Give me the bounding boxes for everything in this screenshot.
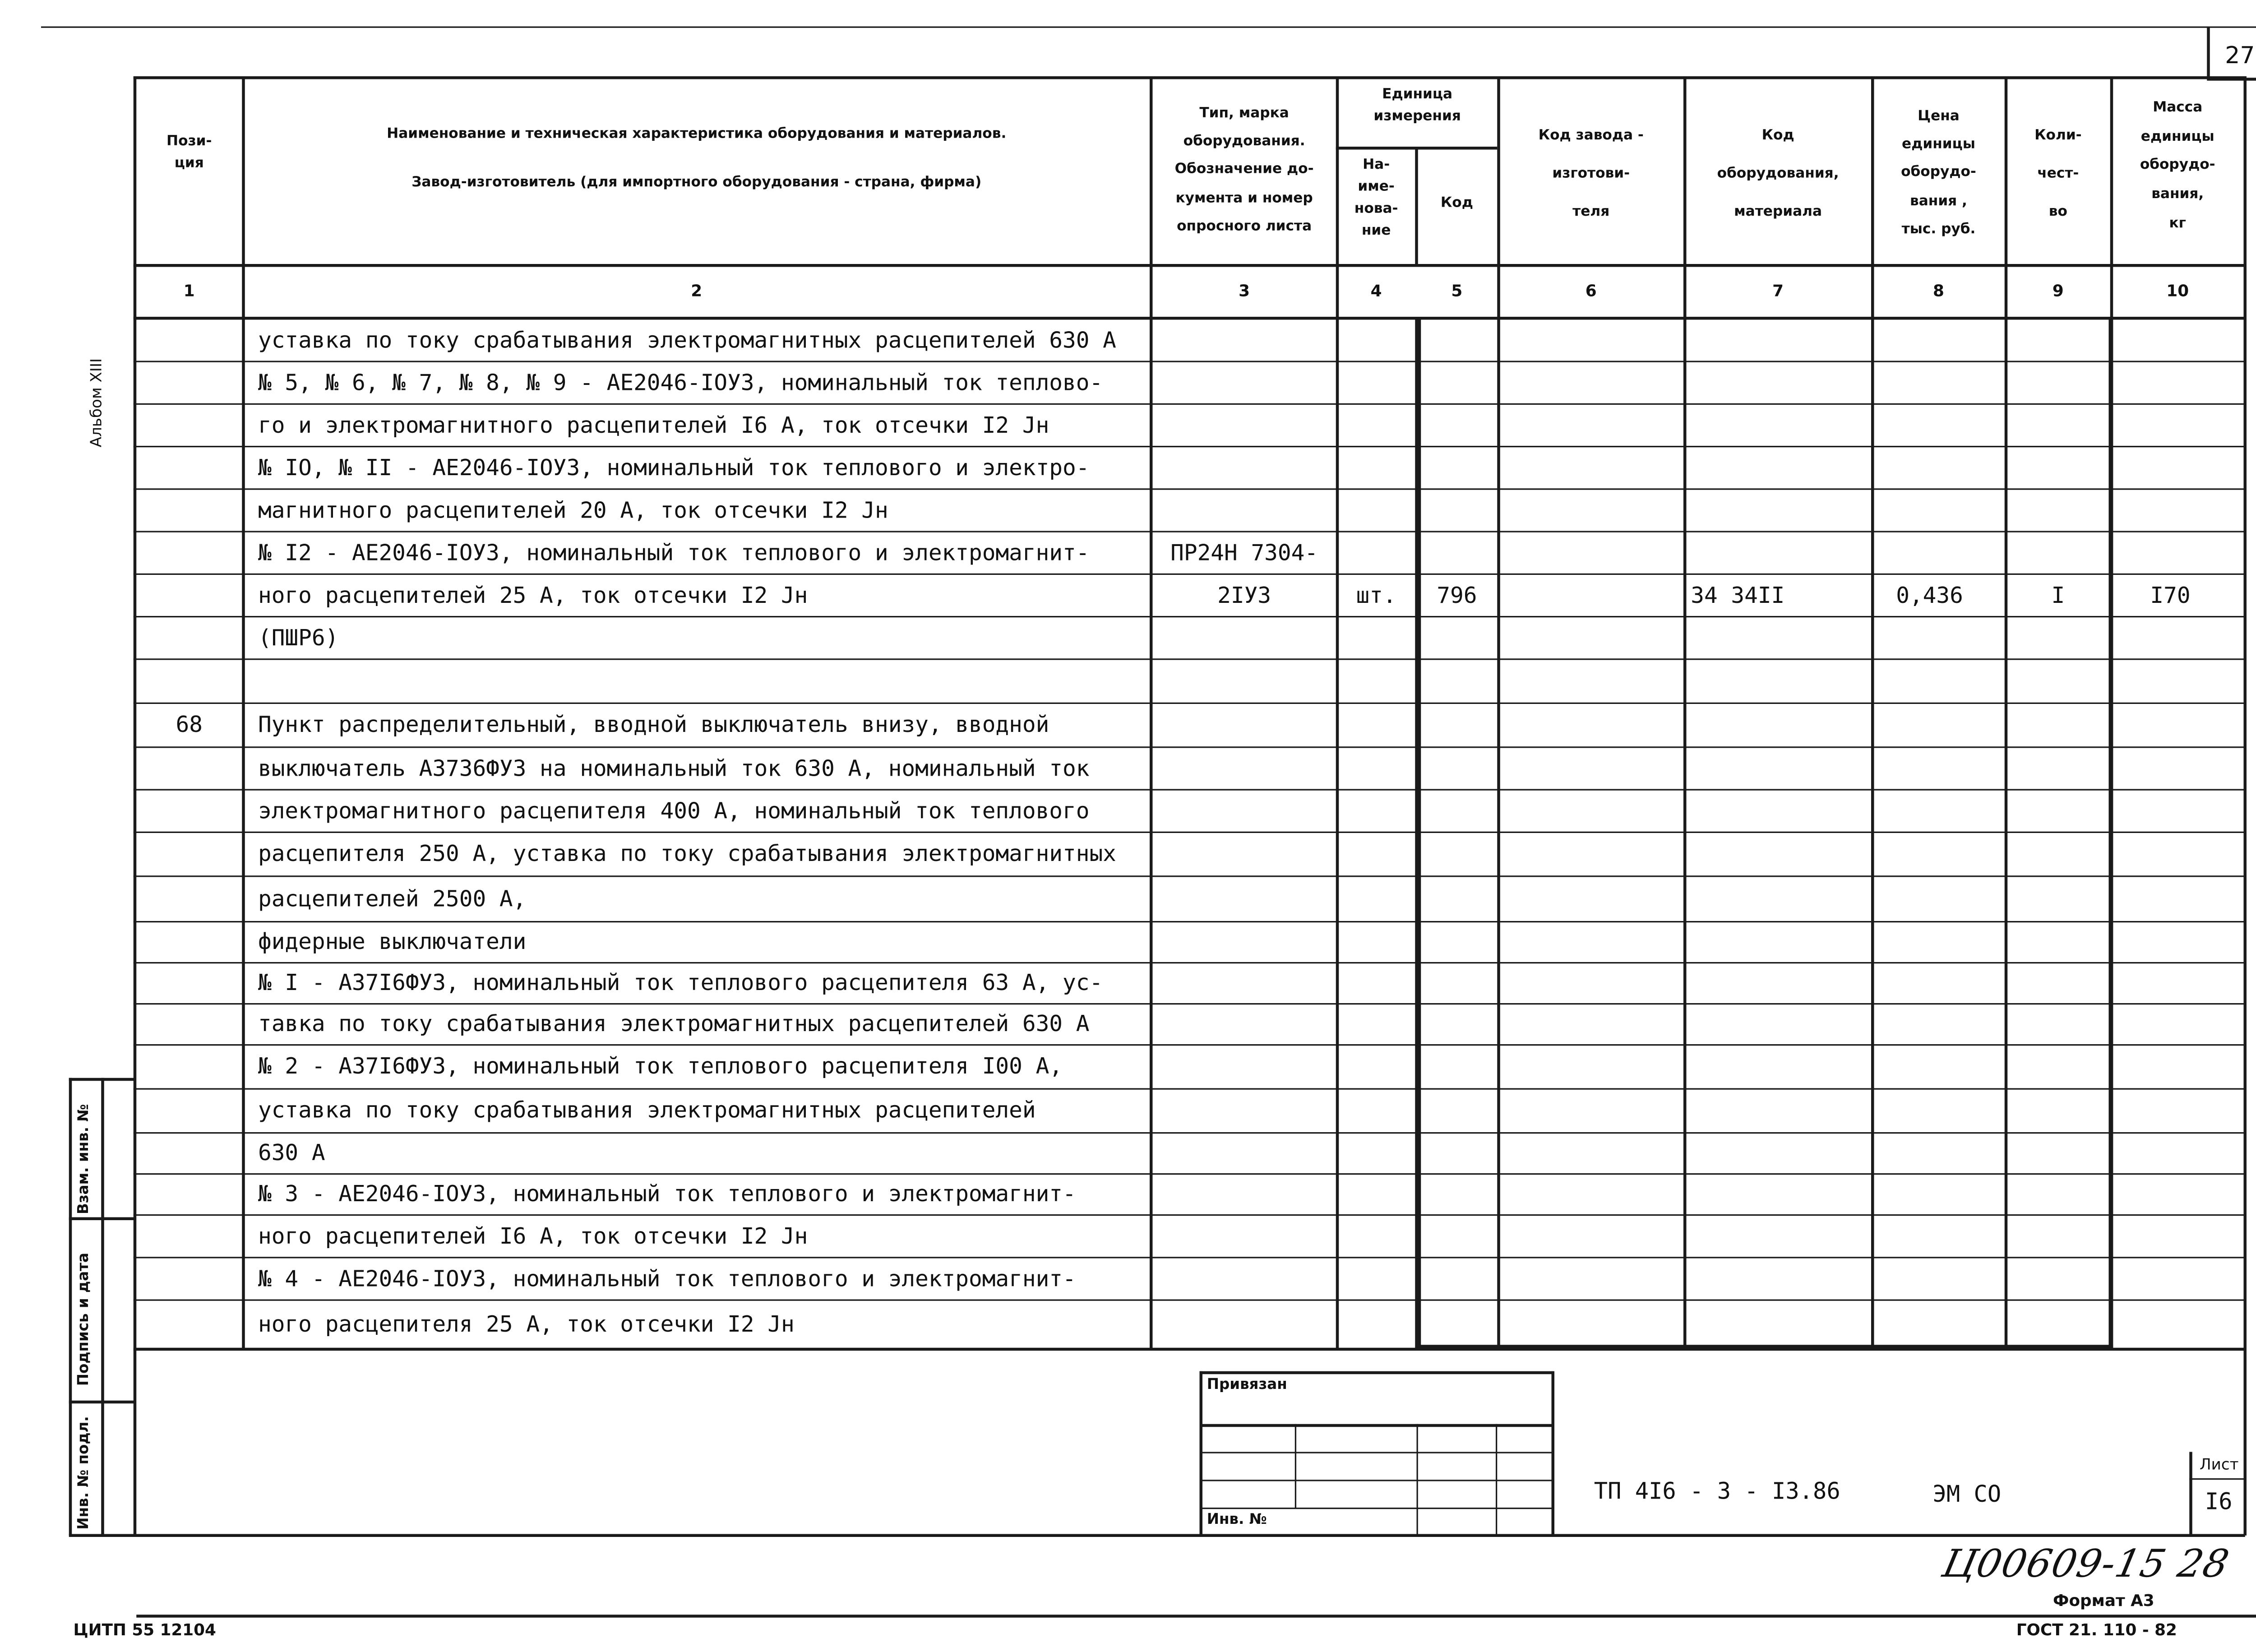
header-quantity: Коли- чест- во bbox=[2034, 127, 2082, 220]
stamp-doc-code: ТП 4I6 - 3 - I3.86 bbox=[1594, 1478, 1840, 1505]
header-unit-group: Единица измерения bbox=[1373, 86, 1461, 125]
row-description: № I2 - АЕ2046-IОУЗ, номинальный ток теплового и электромагнит- bbox=[258, 539, 1090, 565]
header-position: Пози- ция bbox=[166, 133, 212, 171]
col-number-3: 3 bbox=[1239, 282, 1250, 301]
header-type: Тип, марка оборудования. Обозначение до- кумента и номер опросного листа bbox=[1174, 106, 1314, 235]
row-description: № 5, № 6, № 7, № 8, № 9 - АЕ2046-IОУЗ, номинальный ток теплово- bbox=[258, 369, 1103, 395]
row-unit: шт. bbox=[1356, 581, 1396, 608]
row-price: 0,436 bbox=[1896, 581, 1963, 608]
row-separator bbox=[134, 789, 2245, 791]
stamp-section: ЭМ СО bbox=[1932, 1481, 2002, 1508]
row-description: уставка по току срабатывания электромагнитных расцепителей 630 А bbox=[258, 326, 1116, 353]
row-separator bbox=[134, 1044, 2245, 1046]
col-number-7: 7 bbox=[1772, 282, 1784, 301]
header-factory-code: Код завода - изготови- теля bbox=[1538, 127, 1644, 220]
col-number-8: 8 bbox=[1933, 282, 1944, 301]
row-separator bbox=[134, 1088, 2245, 1090]
table-right bbox=[2244, 76, 2246, 1455]
row-separator bbox=[134, 1132, 2245, 1134]
footer-gost: ГОСТ 21. 110 - 82 bbox=[2016, 1620, 2177, 1640]
row-separator bbox=[134, 1214, 2245, 1216]
col-number-4: 4 bbox=[1370, 282, 1382, 301]
strip-vzam: Взам. инв. № bbox=[76, 1104, 92, 1214]
stamp-privyazan: Привязан bbox=[1207, 1377, 1287, 1393]
row-separator bbox=[134, 746, 2245, 748]
row-description: № IО, № II - АЕ2046-IОУЗ, номинальный ток теплового и электро- bbox=[258, 453, 1090, 481]
row-type: 2IУЗ bbox=[1217, 581, 1271, 608]
row-description: (ПШР6) bbox=[258, 624, 339, 651]
strip-inv-podl: Инв. № подл. bbox=[76, 1416, 92, 1530]
stamp-sheet-number: I6 bbox=[2205, 1488, 2233, 1515]
row-description: фидерные выключатели bbox=[258, 928, 527, 955]
page-number: 27 bbox=[2225, 41, 2255, 69]
row-separator bbox=[134, 1257, 2245, 1258]
row-separator bbox=[134, 1300, 2245, 1301]
album-label: Альбом XIII bbox=[88, 358, 106, 448]
row-description: № 2 - А37I6ФУЗ, номинальный ток теплового расцепителя I00 А, bbox=[258, 1053, 1063, 1079]
row-description: го и электромагнитного расцепителей I6 А, ток отсечки I2 Jн bbox=[258, 411, 1049, 438]
row-description: ного расцепителей 25 А, ток отсечки I2 Jн bbox=[258, 581, 808, 608]
format-label: Формат А3 bbox=[2053, 1591, 2154, 1610]
row-description: расцепителей 2500 А, bbox=[258, 885, 527, 912]
row-description: уставка по току срабатывания электромагнитных расцепителей bbox=[258, 1097, 1036, 1124]
row-mass: I70 bbox=[2150, 581, 2191, 608]
handwritten-number: Ц00609-15 28 bbox=[1938, 1543, 2233, 1587]
row-description: 630 А bbox=[258, 1139, 325, 1166]
frame-bottom bbox=[136, 1615, 2256, 1618]
header-unit-code: Код bbox=[1440, 195, 1473, 211]
stamp-inv-no: Инв. № bbox=[1207, 1512, 1267, 1528]
row-description: расцепителя 250 А, уставка по току срабатывания электромагнитных bbox=[258, 840, 1116, 867]
col-number-6: 6 bbox=[1585, 282, 1597, 301]
row-quantity: I bbox=[2051, 581, 2065, 608]
col-number-2: 2 bbox=[691, 282, 703, 301]
row-separator bbox=[134, 832, 2245, 833]
row-separator bbox=[134, 703, 2245, 704]
row-separator bbox=[134, 1003, 2245, 1004]
stamp-sheet-label: Лист bbox=[2200, 1456, 2239, 1474]
header-mass: Масса единицы оборудо- вания, кг bbox=[2140, 100, 2215, 231]
col-number-1: 1 bbox=[183, 282, 195, 301]
row-description: № 3 - АЕ2046-IОУЗ, номинальный ток теплового и электромагнит- bbox=[258, 1180, 1076, 1207]
strip-podpis: Подпись и дата bbox=[76, 1253, 92, 1386]
row-description: Пункт распределительный, вводной выключатель внизу, вводной bbox=[258, 711, 1049, 738]
row-position: 68 bbox=[176, 711, 203, 738]
row-description: ного расцепителя 25 А, ток отсечки I2 Jн bbox=[258, 1310, 795, 1337]
header-unit-name: На- име- нова- ние bbox=[1354, 157, 1398, 239]
row-description: электромагнитного расцепителя 400 А, номинальный ток теплового bbox=[258, 797, 1090, 824]
header-name-line2: Завод-изготовитель (для импортного оборудования - страна, фирма) bbox=[411, 174, 982, 191]
row-description: тавка по току срабатывания электромагнитных расцепителей 630 А bbox=[258, 1010, 1090, 1037]
row-description: ного расцепителей I6 А, ток отсечки I2 Jн bbox=[258, 1222, 808, 1249]
header-name-line1: Наименование и техническая характеристика оборудования и материалов. bbox=[387, 126, 1007, 143]
row-separator bbox=[134, 875, 2245, 877]
row-separator bbox=[134, 531, 2245, 532]
frame-top bbox=[41, 27, 2256, 28]
footer-code: ЦИТП 55 12104 bbox=[73, 1620, 216, 1640]
col-number-9: 9 bbox=[2052, 282, 2064, 301]
row-separator bbox=[134, 616, 2245, 617]
row-description: магнитного расцепителей 20 А, ток отсечки I2 Jн bbox=[258, 496, 888, 523]
table-top bbox=[134, 76, 2245, 79]
row-separator bbox=[134, 574, 2245, 575]
row-separator bbox=[134, 1173, 2245, 1175]
col-number-10: 10 bbox=[2166, 282, 2189, 301]
row-description: № I - А37I6ФУЗ, номинальный ток теплового расцепителя 63 А, ус- bbox=[258, 969, 1103, 996]
row-unit-code: 796 bbox=[1437, 581, 1477, 608]
row-separator bbox=[134, 488, 2245, 490]
row-material-code: 34 34II bbox=[1691, 581, 1785, 608]
row-separator bbox=[134, 446, 2245, 447]
row-separator bbox=[134, 403, 2245, 405]
header-price: Цена единицы оборудо- вания , тыс. руб. bbox=[1901, 108, 1976, 237]
header-material-code: Код оборудования, материала bbox=[1717, 127, 1839, 220]
row-description: выключатель А3736ФУЗ на номинальный ток 630 А, номинальный ток bbox=[258, 754, 1090, 781]
row-separator bbox=[134, 361, 2245, 362]
row-type: ПР24Н 7304- bbox=[1170, 539, 1318, 565]
row-description: № 4 - АЕ2046-IОУЗ, номинальный ток теплового и электромагнит- bbox=[258, 1265, 1076, 1291]
col-number-5: 5 bbox=[1451, 282, 1463, 301]
row-separator bbox=[134, 962, 2245, 963]
row-separator bbox=[134, 921, 2245, 922]
row-separator bbox=[134, 658, 2245, 660]
